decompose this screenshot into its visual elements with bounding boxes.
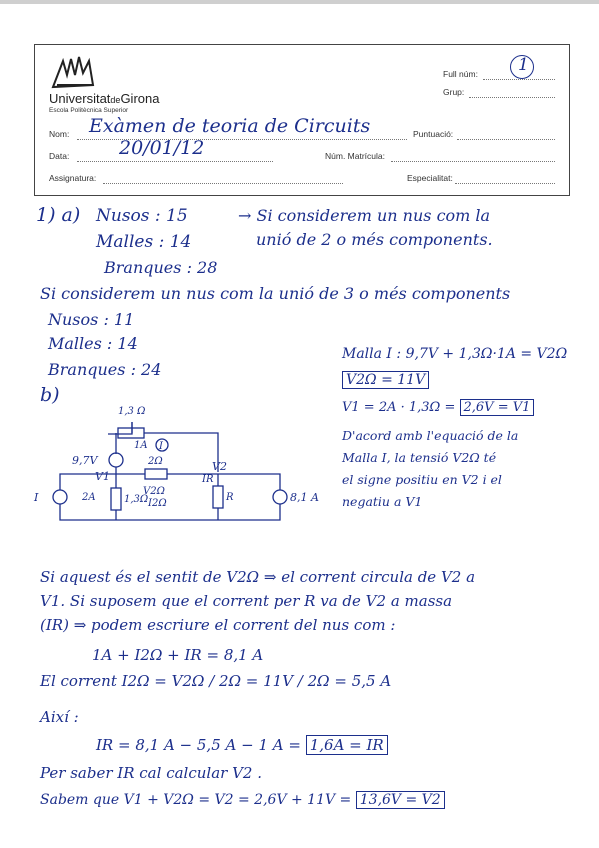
ir-equation: IR = 8,1 A − 5,5 A − 1 A = 1,6A = IR: [96, 736, 388, 754]
assignatura-label: Assignatura:: [49, 173, 97, 183]
i-right-label: 8,1 A: [290, 491, 319, 504]
wire-bottom: [60, 504, 280, 520]
resistor-bottom: [111, 488, 121, 510]
a2-nusos: Nusos : 11: [48, 310, 135, 329]
paragraph-line-3: (IR) ⇒ podem escriure el corrent del nus com :: [40, 616, 396, 634]
ir-result: 1,6A = IR: [306, 735, 388, 755]
current-source-right: [273, 490, 287, 504]
r-top-label: 1,3 Ω: [118, 406, 146, 417]
university-name: UniversitatdeGirona: [49, 91, 160, 106]
malla-equation: Malla I : 9,7V + 1,3Ω·1A = V2Ω: [342, 346, 568, 362]
a1-malles: Malles : 14: [96, 232, 192, 252]
node-v2-label: V2: [212, 460, 227, 473]
aixi-label: Així :: [40, 708, 79, 726]
answer-b-label: b): [40, 384, 60, 406]
paragraph-line-1: Si aquest és el sentit de V2Ω ⇒ el corrent circula de V2 a: [40, 568, 476, 586]
a1-branques: Branques : 28: [104, 258, 218, 277]
data-value: 20/01/12: [119, 137, 205, 159]
i-left-label: I: [34, 491, 39, 504]
v2r-label: V2Ω: [143, 486, 165, 497]
school-name: Escola Politècnica Superior: [49, 107, 129, 114]
v2r-result: V2Ω = 11V: [342, 372, 429, 388]
grup-line: [469, 97, 555, 98]
a1-nusos: Nusos : 15: [96, 206, 188, 226]
note-line-2: Malla I, la tensió V2Ω té: [342, 450, 497, 465]
a1-unio-text: unió de 2 o més components.: [256, 230, 493, 249]
data-label: Data:: [49, 151, 70, 161]
num-matricula-line: [391, 161, 555, 162]
exam-header: [34, 44, 570, 196]
node-current-equation: 1A + I2Ω + IR = 8,1 A: [92, 646, 264, 664]
full-num-value: 1: [518, 55, 529, 75]
a2-intro: Si considerem un nus com la unió de 3 o més components: [40, 284, 511, 303]
r-bottom-label: 1,3Ω: [124, 494, 149, 505]
note-line-3: el signe positiu en V2 i el: [342, 472, 502, 487]
especialitat-label: Especialitat:: [407, 173, 453, 183]
nom-value: Exàmen de teoria de Circuits: [89, 115, 371, 137]
data-line: [77, 161, 273, 162]
v-source-label: 9,7V: [72, 454, 98, 467]
current-i2r-equation: El corrent I2Ω = V2Ω / 2Ω = 11V / 2Ω = 5,5 A: [40, 672, 392, 690]
page-edge: [0, 0, 599, 4]
wire-right-top: [218, 474, 280, 490]
r-label: R: [226, 492, 234, 503]
answer-a-label: 1) a): [36, 204, 81, 226]
nom-label: Nom:: [49, 129, 70, 139]
ir-label: IR: [202, 474, 214, 485]
paragraph-line-2: V1. Si suposem que el corrent per R va de V2 a massa: [40, 592, 453, 610]
a2-malles: Malles : 14: [48, 334, 138, 353]
puntuacio-line: [457, 139, 555, 140]
a2-branques: Branques : 24: [48, 360, 162, 379]
voltage-source: [109, 453, 123, 467]
v2-equation: Sabem que V1 + V2Ω = V2 = 2,6V + 11V = 13,6V = V2: [40, 792, 445, 808]
circuit-diagram: [30, 402, 320, 552]
a1-arrow-text: → Si considerem un nus com la: [238, 206, 491, 225]
resistor-top: [118, 428, 144, 438]
resistor-mid: [145, 469, 167, 479]
note-line-4: negatiu a V1: [342, 494, 423, 509]
r-mid-label: 2Ω: [148, 456, 163, 467]
mesh-label: I: [159, 441, 163, 452]
num-matricula-label: Núm. Matrícula:: [325, 151, 385, 161]
full-num-line: [483, 79, 555, 80]
grup-label: Grup:: [443, 87, 465, 97]
node-v1-label: V1: [95, 470, 110, 483]
resistor-r: [213, 486, 223, 508]
full-num-label: Full núm:: [443, 69, 478, 79]
especialitat-line: [455, 183, 555, 184]
wire-mid-left: [116, 467, 145, 474]
note-line-1: D'acord amb l'equació de la: [342, 428, 519, 443]
i-2a-label: 2A: [82, 492, 96, 503]
per-saber-line: Per saber IR cal calcular V2 .: [40, 764, 262, 782]
puntuacio-label: Puntuació:: [413, 129, 454, 139]
v1-result: 2,6V = V1: [460, 399, 535, 416]
assignatura-line: [103, 183, 343, 184]
i-top-label: 1A: [134, 440, 148, 451]
v2-result: 13,6V = V2: [356, 791, 445, 809]
university-logo-icon: [49, 55, 97, 91]
current-source-left: [53, 490, 67, 504]
v1-equation: V1 = 2A · 1,3Ω = 2,6V = V1: [342, 400, 534, 415]
i2r-label: I2Ω: [148, 498, 167, 509]
